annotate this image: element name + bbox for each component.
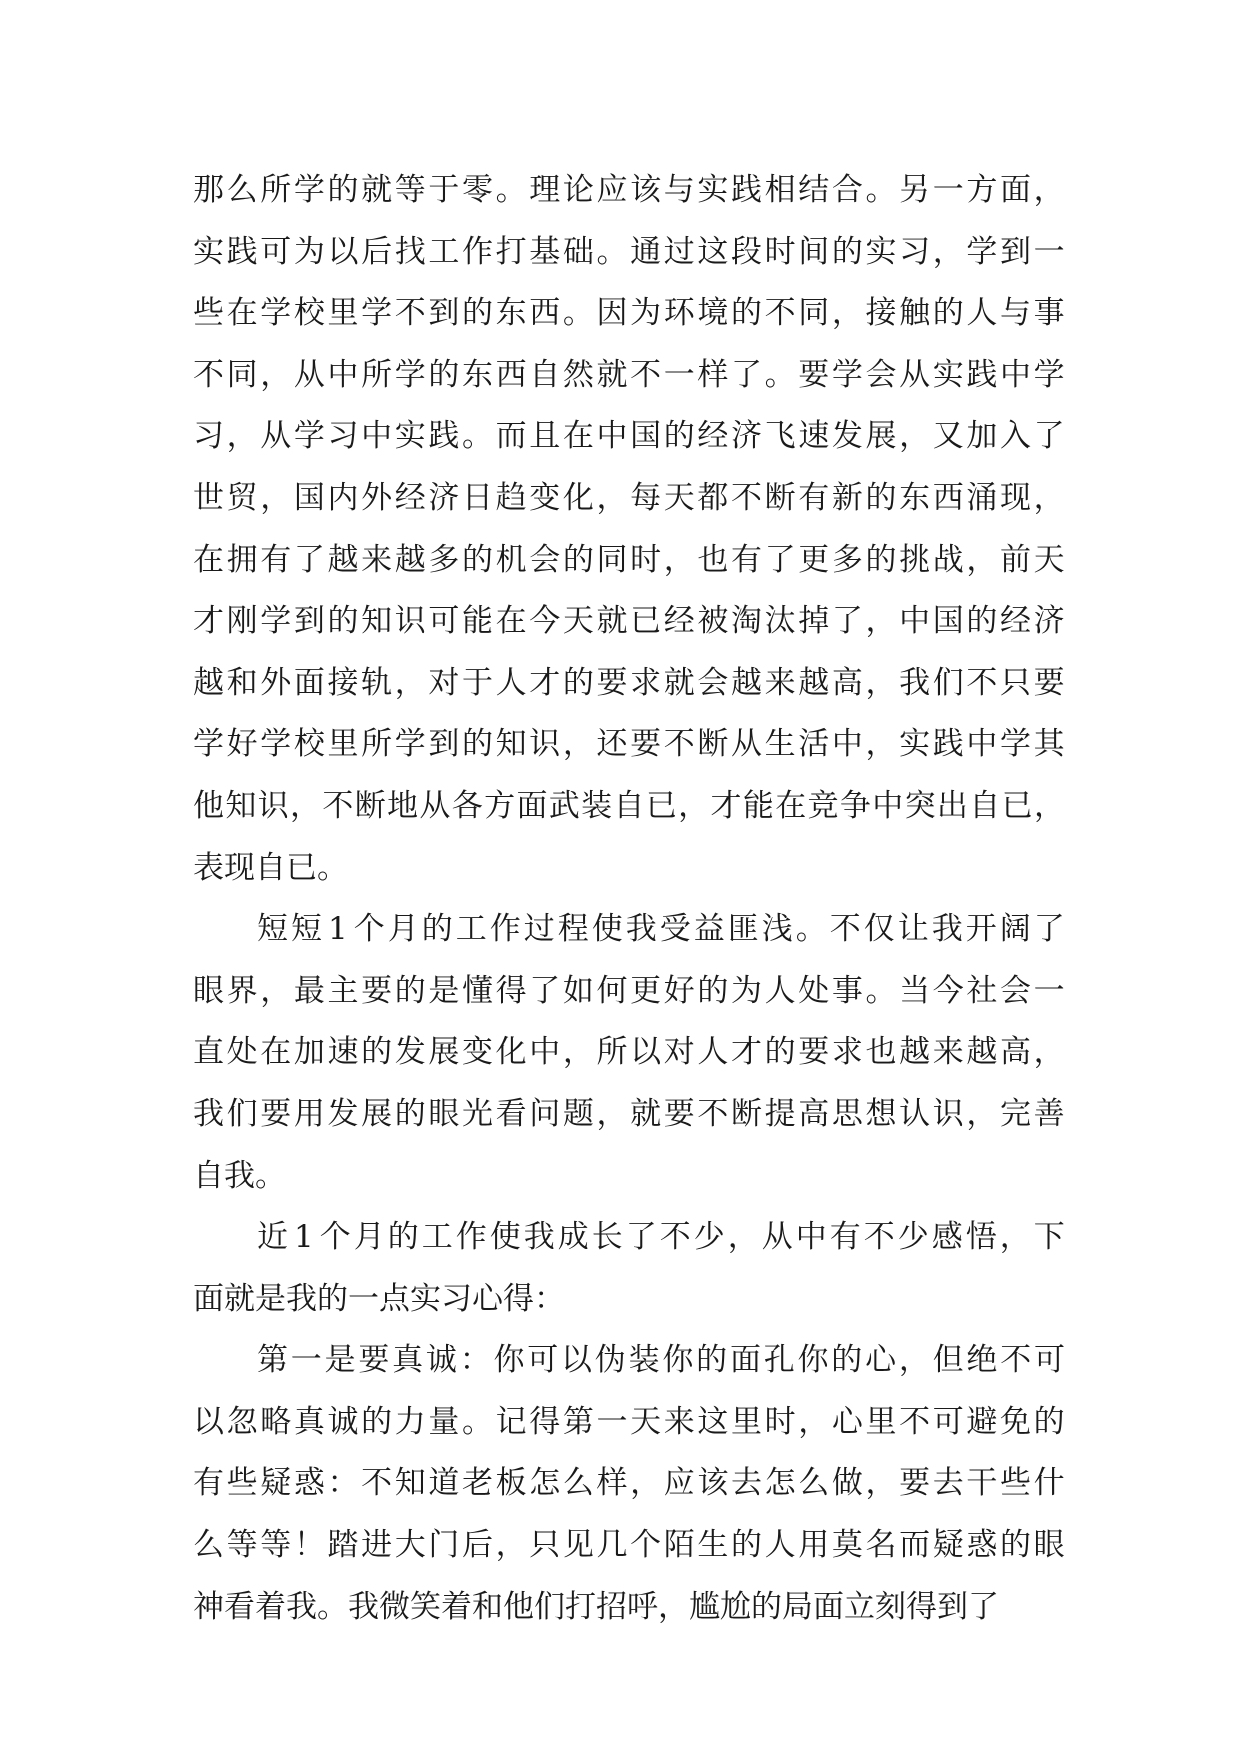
text-line: 短 短 1 个 月 的 工 作 过 程 使 我 受 益 匪 浅 。 不 仅 让 我 开 阔 了 — [257, 911, 1065, 948]
text-line: 眼 界 ， 最 主 要 的 是 懂 得 了 如 何 更 好 的 为 人 处 事 。 当 今 社 会 一 — [193, 972, 1065, 1009]
document-body — [193, 160, 1065, 1638]
text-line: 有 些 疑 惑 ： 不 知 道 老 板 怎 么 样 ， 应 该 去 怎 么 做 ， 要 去 干 些 什 — [193, 1465, 1065, 1502]
text-line: 才 刚 学 到 的 知 识 可 能 在 今 天 就 已 经 被 淘 汰 掉 了 ， 中 国 的 经 济 — [193, 603, 1065, 640]
text-line: 表现自已。 — [193, 849, 348, 886]
text-line: 世 贸 ， 国 内 外 经 济 日 趋 变 化 ， 每 天 都 不 断 有 新 的 东 西 涌 现 ， — [193, 479, 1065, 516]
text-line: 习 ， 从 学 习 中 实 践 。 而 且 在 中 国 的 经 济 飞 速 发 展 ， 又 加 入 了 — [193, 418, 1065, 455]
paragraph — [193, 899, 1065, 1207]
text-line: 以 忽 略 真 诚 的 力 量 。 记 得 第 一 天 来 这 里 时 ， 心 里 不 可 避 免 的 — [193, 1403, 1065, 1440]
text-line: 不 同 ， 从 中 所 学 的 东 西 自 然 就 不 一 样 了 。 要 学 会 从 实 践 中 学 — [193, 356, 1065, 393]
text-line: 第 一 是 要 真 诚 ： 你 可 以 伪 装 你 的 面 孔 你 的 心 ， 但 绝 不 可 — [257, 1342, 1065, 1379]
text-line: 我 们 要 用 发 展 的 眼 光 看 问 题 ， 就 要 不 断 提 高 思 想 认 识 ， 完 善 — [193, 1095, 1065, 1132]
text-line: 近 1 个 月 的 工 作 使 我 成 长 了 不 少 ， 从 中 有 不 少 感 悟 ， 下 — [257, 1219, 1065, 1256]
text-line: 那 么 所 学 的 就 等 于 零 。 理 论 应 该 与 实 践 相 结 合 。 另 一 方 面 ， — [193, 172, 1065, 208]
text-line: 自我。 — [193, 1157, 286, 1194]
paragraph — [193, 1330, 1065, 1638]
paragraph — [193, 160, 1065, 899]
text-line: 实 践 可 为 以 后 找 工 作 打 基 础 。 通 过 这 段 时 间 的 实 习 ， 学 到 一 — [193, 233, 1065, 270]
text-line: 越 和 外 面 接 轨 ， 对 于 人 才 的 要 求 就 会 越 来 越 高 ， 我 们 不 只 要 — [193, 664, 1065, 701]
text-line: 么 等 等 ！ 踏 进 大 门 后 ， 只 见 几 个 陌 生 的 人 用 莫 名 而 疑 惑 的 眼 — [193, 1527, 1065, 1564]
paragraph — [193, 1207, 1065, 1330]
text-line: 些 在 学 校 里 学 不 到 的 东 西 。 因 为 环 境 的 不 同 ， 接 触 的 人 与 事 — [193, 295, 1065, 332]
text-line: 直 处 在 加 速 的 发 展 变 化 中 ， 所 以 对 人 才 的 要 求 也 越 来 越 高 ， — [193, 1034, 1065, 1071]
text-line: 学 好 学 校 里 所 学 到 的 知 识 ， 还 要 不 断 从 生 活 中 ， 实 践 中 学 其 — [193, 726, 1065, 763]
text-line: 他 知 识 ， 不 断 地 从 各 方 面 武 装 自 已 ， 才 能 在 竞 争 中 突 出 自 已 ， — [193, 787, 1065, 824]
text-line: 神看着我。我微笑着和他们打招呼，尴尬的局面立刻得到了 — [193, 1588, 999, 1625]
text-line: 在 拥 有 了 越 来 越 多 的 机 会 的 同 时 ， 也 有 了 更 多 的 挑 战 ， 前 天 — [193, 541, 1065, 578]
text-line: 面就是我的一点实习心得： — [193, 1280, 565, 1317]
